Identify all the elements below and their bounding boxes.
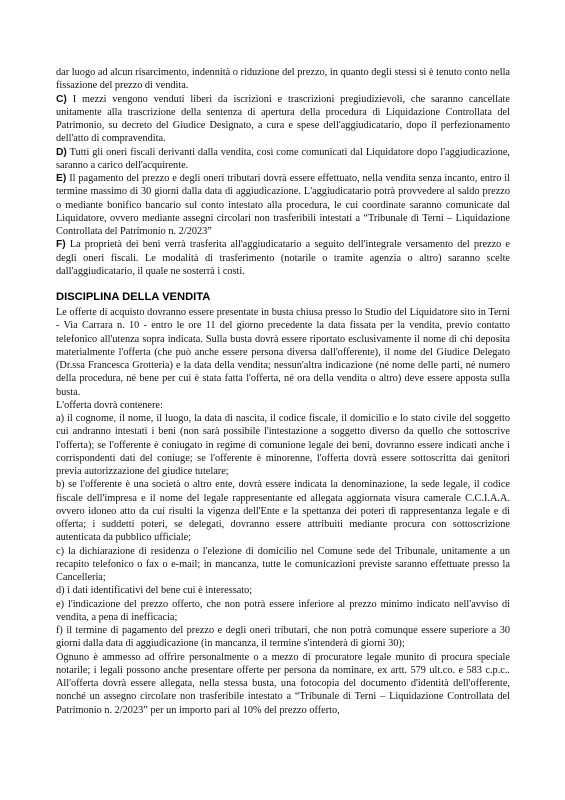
clause-e-label: E): [56, 173, 67, 184]
section-paragraph: b) se l'offerente è una società o altro ente, dovrà essere indicata la denominazione, la sede legale, il codice fiscale dell'impresa e il nome del legale rappresentante ed allegata aggiornata visura camerale C.C.I.A.A. ovvero idoneo atto da cui risulti la vigenza dell'Ente e la spettanza dei poteri di rappresentanza legale e di offerta; i suddetti poteri, se delegati, dovranno essere attribuiti mediante procura con sottoscrizione autenticata da pubblico ufficiale;: [56, 479, 510, 544]
section-heading: DISCIPLINA DELLA VENDITA: [56, 291, 211, 303]
clause-f: [56, 238, 510, 278]
section-paragraph: Le offerte di acquisto dovranno essere presentate in busta chiusa presso lo Studio del Liquidatore sito in Terni - Via Carrara n. 10 - entro le ore 11 del giorno precedente la data fissata per la vendita, previo contatto telefonico all'utenza sopra indicata. Sulla busta dovrà essere riportato esclusivamente il nome di chi deposita materialmente l'offerta (che può anche essere persona diversa dall'offerente), il nome del Giudice Delegato (Dr.ssa Francesca Grotteria) e la data della vendita; nessun'altra indicazione (né nome delle parti, né numero della procedura, né bene per cui è stata fatta l'offerta, né ora della vendita o altro) deve essere apposta sulla busta.: [56, 307, 510, 398]
clause-f-label: F): [56, 239, 66, 251]
clause-d: [56, 146, 510, 173]
document-body: [56, 66, 510, 717]
section-paragraph: f) il termine di pagamento del prezzo e degli oneri tributari, che non potrà comunque essere superiore a 30 giorni dalla data di aggiudicazione (in mancanza, il termine s'intenderà di giorni 30);: [56, 625, 510, 650]
section-paragraph: L'offerta dovrà contenere:: [56, 399, 163, 411]
clause-d-text: Tutti gli oneri fiscali derivanti dalla vendita, così come comunicati dal Liquidatore dopo l'aggiudicazione, saranno a carico dell'acquirente.: [56, 146, 510, 171]
section-paragraph: e) l'indicazione del prezzo offerto, che non potrà essere inferiore al prezzo minimo indicato nell'avviso di vendita, a pena di inefficacia;: [56, 598, 510, 623]
section-paragraph: c) la dichiarazione di residenza o l'elezione di domicilio nel Comune sede del Tribunale, unitamente a un recapito telefonico o fax o e-mail; in mancanza, tutte le comunicazioni previste saranno effettuate presso la Cancelleria;: [56, 545, 510, 583]
clause-c-text: I mezzi vengono venduti liberi da iscrizioni e trascrizioni pregiudizievoli, che saranno cancellate unitamente alla trascrizione della sentenza di apertura della procedura di Liquidazione Controllata del Patrimonio, su decreto del Giudice Designato, a cura e spese dell'aggiudicatario, dopo il perfezionamento dell'atto di compravendita.: [56, 93, 510, 145]
section-paragraph: a) il cognome, il nome, il luogo, la data di nascita, il codice fiscale, il domicilio e lo stato civile del soggetto cui andranno intestati i beni (non sarà possibile l'intestazione a soggetto diverso da quello che sottoscrive l'offerta); se l'offerente è coniugato in regime di comunione legale dei beni, dovranno essere indicati anche i corrispondenti dati del coniuge; se l'offerente è minorenne, l'offerta dovrà essere sottoscritta dai genitori previa autorizzazione del giudice tutelare;: [56, 413, 510, 477]
clause-e-text: Il pagamento del prezzo e degli oneri tributari dovrà essere effettuato, nella vendita senza incanto, entro il termine massimo di 30 giorni dalla data di aggiudicazione. L'aggiudicatario potrà provvedere al saldo prezzo o mediante bonifico bancario sul conto intestato alla procedura, le cui coordinate saranno comunicate dal Liquidatore, ovvero mediante assegni circolari non trasferibili intestati a “Tribunale di Terni – Liquidazione Controllata del Patrimonio n. 2/2023”: [56, 173, 510, 237]
clause-c: [56, 93, 510, 146]
clause-e: [56, 172, 510, 238]
clause-c-label: C): [56, 93, 67, 105]
section-paragraph: Ognuno è ammesso ad offrire personalmente o a mezzo di procuratore legale munito di procura speciale notarile; i legali possono anche presentare offerte per persona da nominare, ex artt. 579 ult.co. e 583 c.p.c.. All'offerta dovrà essere allegata, nella stessa busta, una fotocopia del documento d'identità dell'offerente, nonché un assegno circolare non trasferibile intestato a “Tribunale di Terni – Liquidazione Controllata del Patrimonio n. 2/2023” per un importo pari al 10% del prezzo offerto,: [56, 651, 510, 716]
clause-f-text: La proprietà dei beni verrà trasferita all'aggiudicatario a seguito dell'integrale versamento del prezzo e degli oneri fiscali. Le modalità di trasferimento (notarile o tramite agenzia o altro) saranno scelte dall'aggiudicatario, il quale ne sosterrà i costi.: [56, 239, 510, 277]
intro-paragraph: dar luogo ad alcun risarcimento, indennità o riduzione del prezzo, in quanto degli stessi si è tenuto conto nella fissazione del prezzo di vendita.: [56, 67, 510, 92]
clause-d-label: D): [56, 146, 67, 158]
section-paragraph: d) i dati identificativi del bene cui è interessato;: [56, 585, 253, 597]
